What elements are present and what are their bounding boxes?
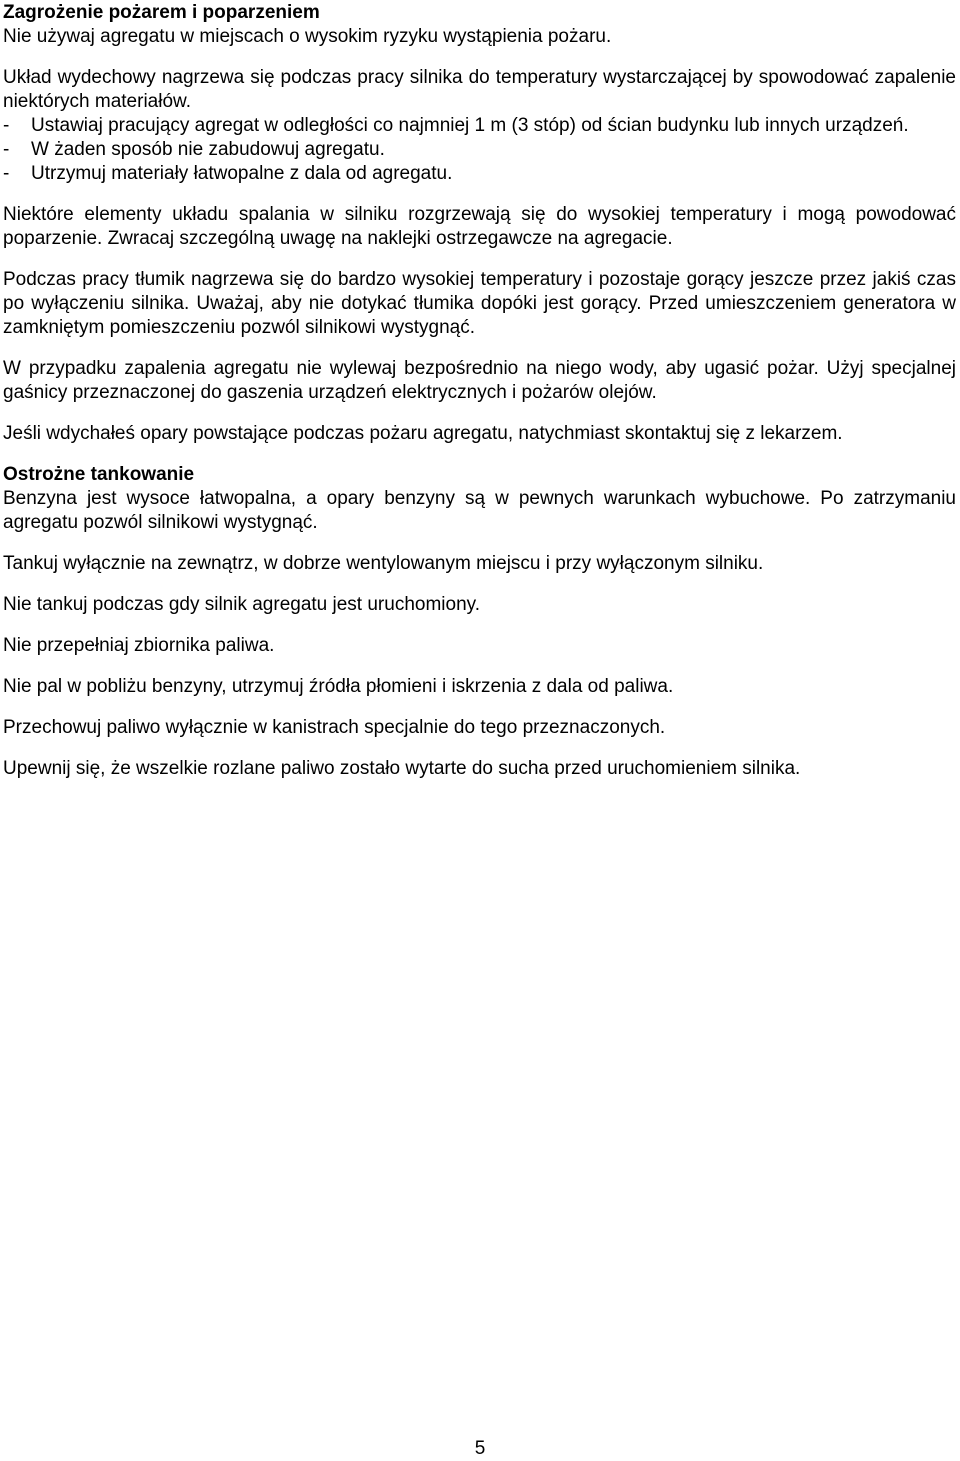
bullet-dash: - [3, 139, 10, 160]
paragraph-refuel-outdoors: Tankuj wyłącznie na zewnątrz, w dobrze wentylowanym miejscu i przy wyłączonym silniku. [3, 553, 764, 574]
bullet-dash: - [3, 115, 10, 136]
paragraph-burn-warning: Niektóre elementy układu spalania w silniku rozgrzewają się do wysokiej temperatury i mogą powodować poparzenie. Zwracaj szczególną uwagę na naklejki ostrzegawcze na agregacie. [3, 204, 956, 249]
paragraph-muffler: Podczas pracy tłumik nagrzewa się do bardzo wysokiej temperatury i pozostaje gorący jeszcze przez jakiś czas po wyłączeniu silnika. Uważaj, aby nie dotykać tłumika dopóki jest gorący. Przed umieszczeniem generatora w zamkniętym pomieszczeniu pozwól silnikowi wystygnąć. [3, 269, 956, 338]
list-item [3, 162, 956, 186]
list-item-text: Utrzymuj materiały łatwopalne z dala od agregatu. [31, 163, 453, 184]
paragraph-overfill: Nie przepełniaj zbiornika paliwa. [3, 635, 275, 656]
list-item-text: W żaden sposób nie zabudowuj agregatu. [31, 139, 385, 160]
page-number: 5 [474, 1438, 486, 1459]
list-item [3, 138, 956, 162]
paragraph-no-smoking: Nie pal w pobliżu benzyny, utrzymuj źródła płomieni i iskrzenia z dala od paliwa. [3, 676, 674, 697]
paragraph-fire-extinguish: W przypadku zapalenia agregatu nie wylewaj bezpośrednio na niego wody, aby ugasić pożar. Użyj specjalnej gaśnicy przeznaczonej do gaszenia urządzeń elektrycznych i pożarów olejów. [3, 358, 956, 403]
bullet-dash: - [3, 163, 10, 184]
list-item-text: Ustawiaj pracujący agregat w odległości co najmniej 1 m (3 stóp) od ścian budynku lub innych urządzeń. [31, 115, 909, 136]
fire-hazard-intro: Nie używaj agregatu w miejscach o wysokim ryzyku wystąpienia pożaru. [3, 26, 612, 47]
paragraph-refuel-running: Nie tankuj podczas gdy silnik agregatu jest uruchomiony. [3, 594, 481, 615]
document-page [3, 1, 956, 781]
exhaust-paragraph: Układ wydechowy nagrzewa się podczas pracy silnika do temperatury wystarczającej by spowodować zapalenie niektórych materiałów. [3, 67, 956, 112]
paragraph-inhalation: Jeśli wdychałeś opary powstające podczas pożaru agregatu, natychmiast skontaktuj się z lekarzem. [3, 423, 843, 444]
paragraph-spill: Upewnij się, że wszelkie rozlane paliwo zostało wytarte do sucha przed uruchomieniem silnika. [3, 758, 801, 779]
refuel-heading: Ostrożne tankowanie [3, 464, 195, 485]
paragraph-storage: Przechowuj paliwo wyłącznie w kanistrach specjalnie do tego przeznaczonych. [3, 717, 666, 738]
refuel-intro: Benzyna jest wysoce łatwopalna, a opary benzyny są w pewnych warunkach wybuchowe. Po zatrzymaniu agregatu pozwól silnikowi wystygnąć. [3, 488, 956, 533]
list-item [3, 114, 956, 138]
fire-hazard-heading: Zagrożenie pożarem i poparzeniem [3, 2, 320, 23]
